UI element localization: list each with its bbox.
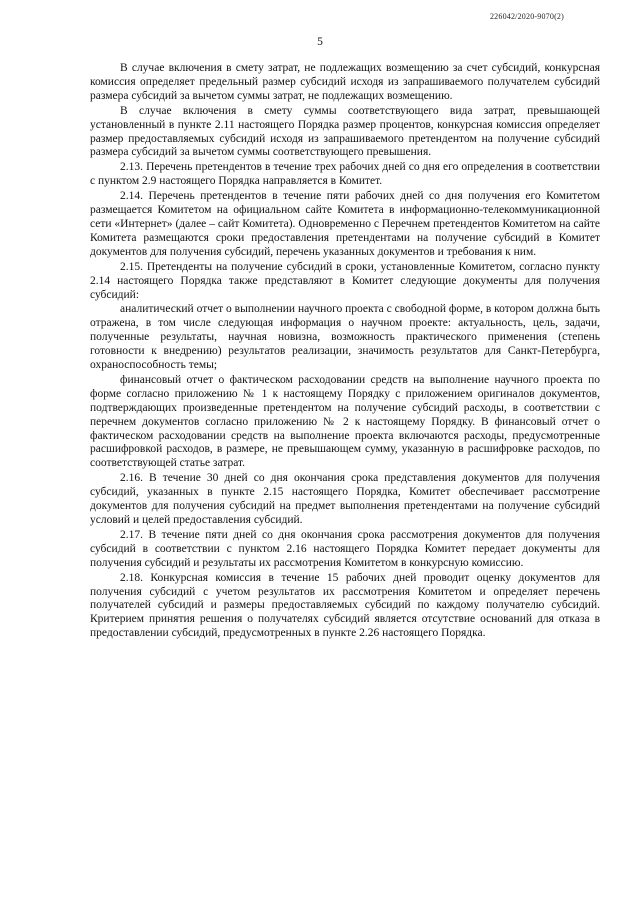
document-code: 226042/2020-9070(2) [489, 12, 564, 21]
paragraph-2-18: 2.18. Конкурсная комиссия в течение 15 рабочих дней проводит оценку документов для получения субсидий с учетом результатов их рассмотрения Комитетом и определяет перечень получателей субсидий и размеры предоставляемых субсидий по каждому получателю субсидий. Критерием принятия решения о получателях субсидий является отсутствие оснований для отказа в предоставлении субсидий, предусмотренных в пункте 2.26 настоящего Порядка. [90, 571, 600, 640]
paragraph-2-14: 2.14. Перечень претендентов в течение пяти рабочих дней со дня получения его Комитетом размещается Комитетом на официальном сайте Комитета в информационно-телекоммуникационной сети «Интернет» (далее – сайт Комитета). Одновременно с Перечнем претендентов Комитетом на сайте Комитета размещаются сроки предоставления претендентами на получение субсидий в Комитет документов для получения субсидий, перечень указанных документов и требования к ним. [90, 190, 600, 258]
paragraph-2-15: 2.15. Претенденты на получение субсидий в сроки, установленные Комитетом, согласно пункту 2.14 настоящего Порядка также представляют в Комитет следующие документы для получения субсидий: [90, 260, 600, 301]
list-item-financial-report: финансовый отчет о фактическом расходовании средств на выполнение научного проекта по форме согласно приложению № 1 к настоящему Порядку с приложением оригиналов документов, подтверждающих произведенные претендентом на получение субсидий расходы, в соответствии с перечнем документов согласно приложению № 2 к настоящему Порядку. В финансовый отчет о фактическом расходовании средств на выполнение проекта включаются расходы, предусмотренные расшифровкой расходов, в размере, не превышающем сумму, указанную в расшифровке расходов, по соответствующей статье затрат. [90, 373, 600, 470]
paragraph-2-13: 2.13. Перечень претендентов в течение трех рабочих дней со дня его определения в соответствии с пунктом 2.9 настоящего Порядка направляется в Комитет. [90, 161, 600, 188]
paragraph-2-17: 2.17. В течение пяти дней со дня окончания срока рассмотрения документов для получения субсидий в соответствии с пунктом 2.16 настоящего Порядка Комитет передает документы для получения субсидий и результаты их рассмотрения Комитетом в конкурсную комиссию. [90, 528, 600, 569]
paragraph: В случае включения в смету затрат, не подлежащих возмещению за счет субсидий, конкурсная комиссия определяет предельный размер субсидий исходя из запрашиваемого получателем субсидий размера субсидий за вычетом суммы затрат, не подлежащих возмещению. [90, 62, 600, 102]
paragraph-2-16: 2.16. В течение 30 дней со дня окончания срока представления документов для получения субсидий, указанных в пункте 2.15 настоящего Порядка, Комитет обеспечивает рассмотрение документов для получения субсидий на предмет выполнения претендентами на получение субсидий условий и целей предоставления субсидий. [90, 472, 600, 526]
document-body [90, 62, 600, 642]
page-number: 5 [317, 36, 323, 48]
list-item-analytical-report: аналитический отчет о выполнении научного проекта с свободной форме, в котором должна быть отражена, в том числе следующая информация о научном проекте: актуальность, цель, задачи, полученные результаты, научная новизна, возможность практического применения (степень готовности к внедрению) результатов реализации, значимость результатов для Санкт-Петербурга, охраноспособность темы; [90, 303, 600, 372]
paragraph: В случае включения в смету суммы соответствующего вида затрат, превышающей установленный в пункте 2.11 настоящего Порядка размер процентов, конкурсная комиссия определяет размер предоставляемых субсидий исходя из запрашиваемого претендентом на получение субсидий размера субсидий за вычетом суммы соответствующего превышения. [90, 104, 600, 159]
